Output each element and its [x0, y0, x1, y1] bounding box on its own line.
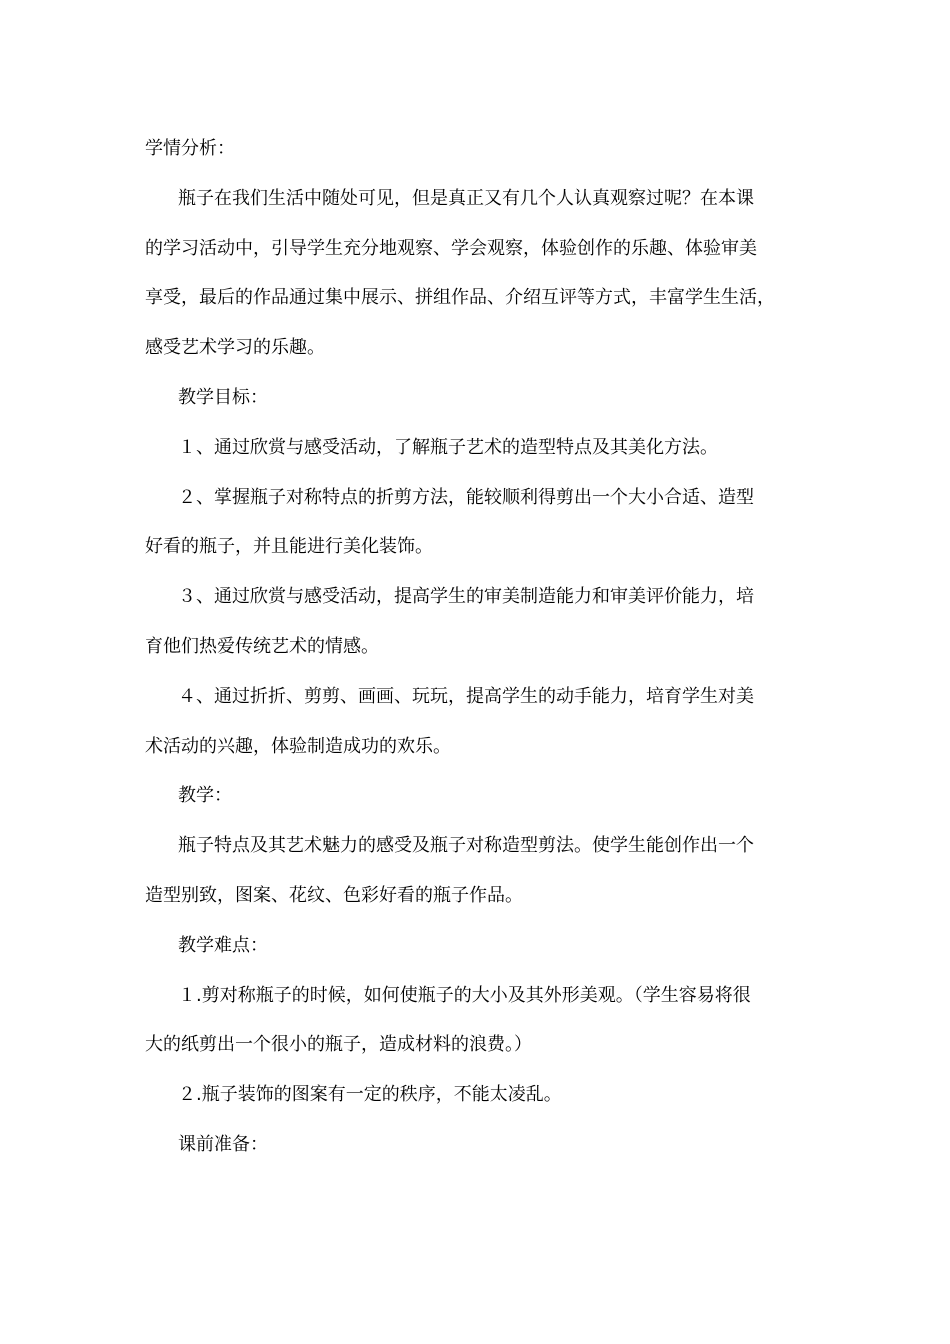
list-item-goal-4: ４、通过折折、剪剪、画画、玩玩，提高学生的动手能力，培育学生对美 [178, 685, 754, 707]
list-item-difficulty-1: １.剪对称瓶子的时候，如何使瓶子的大小及其外形美观。（学生容易将很 [178, 984, 751, 1006]
list-item-goal-1: １、通过欣赏与感受活动，了解瓶子艺术的造型特点及其美化方法。 [178, 436, 718, 458]
section-heading-difficulties: 教学难点： [178, 934, 268, 956]
list-item-goal-3: ３、通过欣赏与感受活动，提高学生的审美制造能力和审美评价能力，培 [178, 586, 754, 608]
section-heading-teaching-goals: 教学目标： [178, 386, 268, 408]
paragraph-line: 术活动的兴趣，体验制造成功的欢乐。 [145, 735, 451, 757]
paragraph-line: 大的纸剪出一个很小的瓶子，造成材料的浪费。） [145, 1034, 532, 1056]
paragraph-line: 享受，最后的作品通过集中展示、拼组作品、介绍互评等方式，丰富学生生活， [145, 287, 775, 309]
paragraph-line: 瓶子特点及其艺术魅力的感受及瓶子对称造型剪法。使学生能创作出一个 [178, 835, 754, 857]
list-item-difficulty-2: ２.瓶子装饰的图案有一定的秩序，不能太凌乱。 [178, 1084, 562, 1106]
list-item-goal-2: ２、掌握瓶子对称特点的折剪方法，能较顺利得剪出一个大小合适、造型 [178, 486, 754, 508]
paragraph-line: 造型别致，图案、花纹、色彩好看的瓶子作品。 [145, 884, 523, 906]
section-heading-teaching: 教学： [178, 785, 232, 807]
paragraph-line: 瓶子在我们生活中随处可见，但是真正又有几个人认真观察过呢？在本课 [178, 187, 754, 209]
section-heading-learning-analysis: 学情分析： [145, 138, 235, 159]
section-heading-preparation: 课前准备： [178, 1133, 268, 1155]
paragraph-line: 的学习活动中，引导学生充分地观察、学会观察，体验创作的乐趣、体验审美 [145, 237, 757, 259]
paragraph-line: 好看的瓶子，并且能进行美化装饰。 [145, 536, 433, 558]
paragraph-line: 育他们热爱传统艺术的情感。 [145, 635, 379, 657]
document-page [145, 124, 815, 1170]
paragraph-line: 感受艺术学习的乐趣。 [145, 337, 325, 359]
